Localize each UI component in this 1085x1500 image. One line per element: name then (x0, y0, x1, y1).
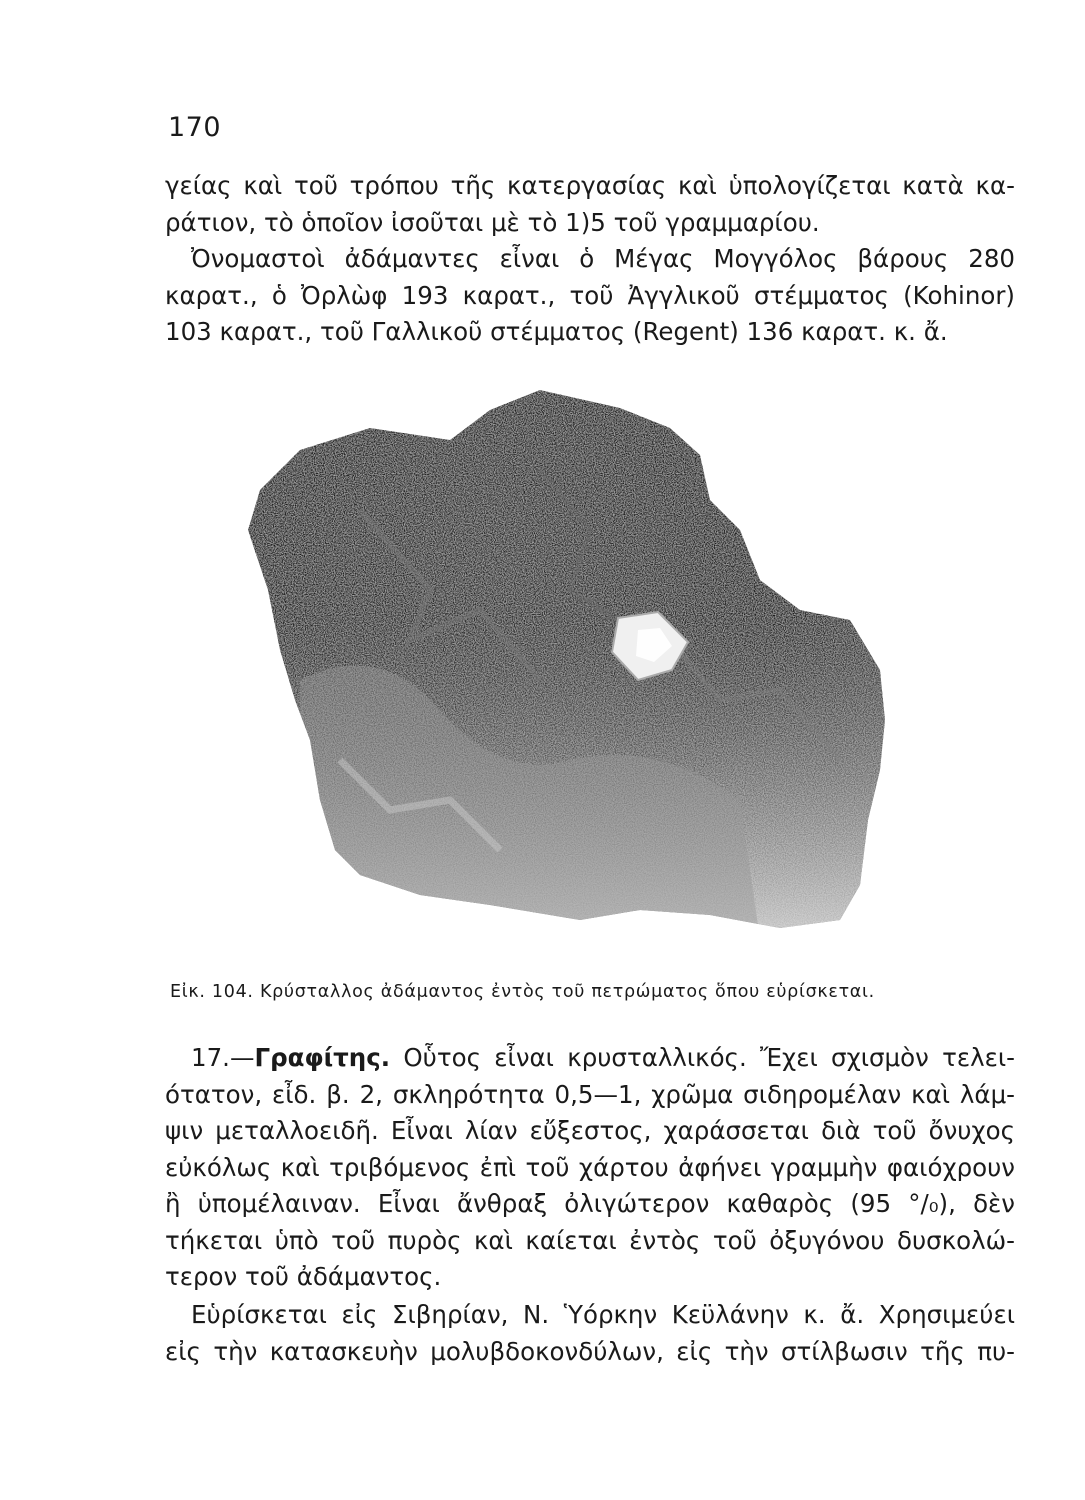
text-line: ότατον, εἶδ. β. 2, σκληρότητα 0,5—1, χρῶμα σιδηρομέλαν καὶ λάμ- (165, 1079, 1015, 1109)
text-line: καρατ., ὁ Ὀρλὼφ 193 καρατ., τοῦ Ἀγγλικοῦ στέμματος (Kohinor) (165, 280, 1015, 310)
text-line: εὐκόλως καὶ τριβόμενος ἐπὶ τοῦ χάρτου ἀφήνει γραμμὴν φαιόχρουν (165, 1152, 1015, 1182)
last-paragraph (165, 1297, 1015, 1370)
text-line: Εὑρίσκεται εἰς Σιβηρίαν, Ν. Ὑόρκην Κεϋλάνην κ. ἄ. Χρησιμεύει (191, 1300, 1015, 1329)
page-number: 170 (168, 112, 222, 143)
text-line: Ὀνομαστοὶ ἀδάμαντες εἶναι ὁ Μέγας Μογγόλος βάρους 280 (191, 244, 1015, 273)
text-line: τήκεται ὑπὸ τοῦ πυρὸς καὶ καίεται ἐντὸς τοῦ ὀξυγόνου δυσκολώ- (165, 1225, 1015, 1255)
text-line: γείας καὶ τοῦ τρόπου τῆς κατεργασίας καὶ ὑπολογίζεται κατὰ κα- (165, 171, 1015, 200)
section-graphite (165, 1040, 1015, 1296)
text-line: τερον τοῦ ἀδάμαντος. (165, 1262, 442, 1291)
section-first-line-text: Οὗτος εἶναι κρυσταλλικός. Ἔχει σχισμὸν τελει- (390, 1043, 1015, 1072)
figure-caption: Εἰκ. 104. Κρύσταλλος ἀδάμαντος ἐντὸς τοῦ πετρώματος ὅπου εὑρίσκεται. (170, 982, 875, 1002)
text-line: εἰς τὴν κατασκευὴν μολυβδοκονδύλων, εἰς τὴν στίλβωσιν τῆς πυ- (165, 1336, 1015, 1366)
section-number: 17.— (191, 1043, 255, 1072)
top-paragraph (165, 168, 1015, 351)
text-line: ράτιον, τὸ ὁποῖον ἰσοῦται μὲ τὸ 1)5 τοῦ γραμμαρίου. (165, 207, 820, 237)
text-line: ἢ ὑπομέλαιναν. Εἶναι ἄνθραξ ὀλιγώτερον καθαρὸς (95 °/₀), δὲν (165, 1189, 1015, 1218)
text-line: 103 καρατ., τοῦ Γαλλικοῦ στέμματος (Regent) 136 καρατ. κ. ἄ. (165, 317, 948, 346)
text-line: ψιν μεταλλοειδῆ. Εἶναι λίαν εὔξεστος, χαράσσεται διὰ τοῦ ὄνυχος (165, 1116, 1015, 1145)
section-first-line (165, 1040, 1015, 1077)
diamond-in-rock-photo (240, 380, 900, 940)
section-term: Γραφίτης. (254, 1043, 391, 1072)
